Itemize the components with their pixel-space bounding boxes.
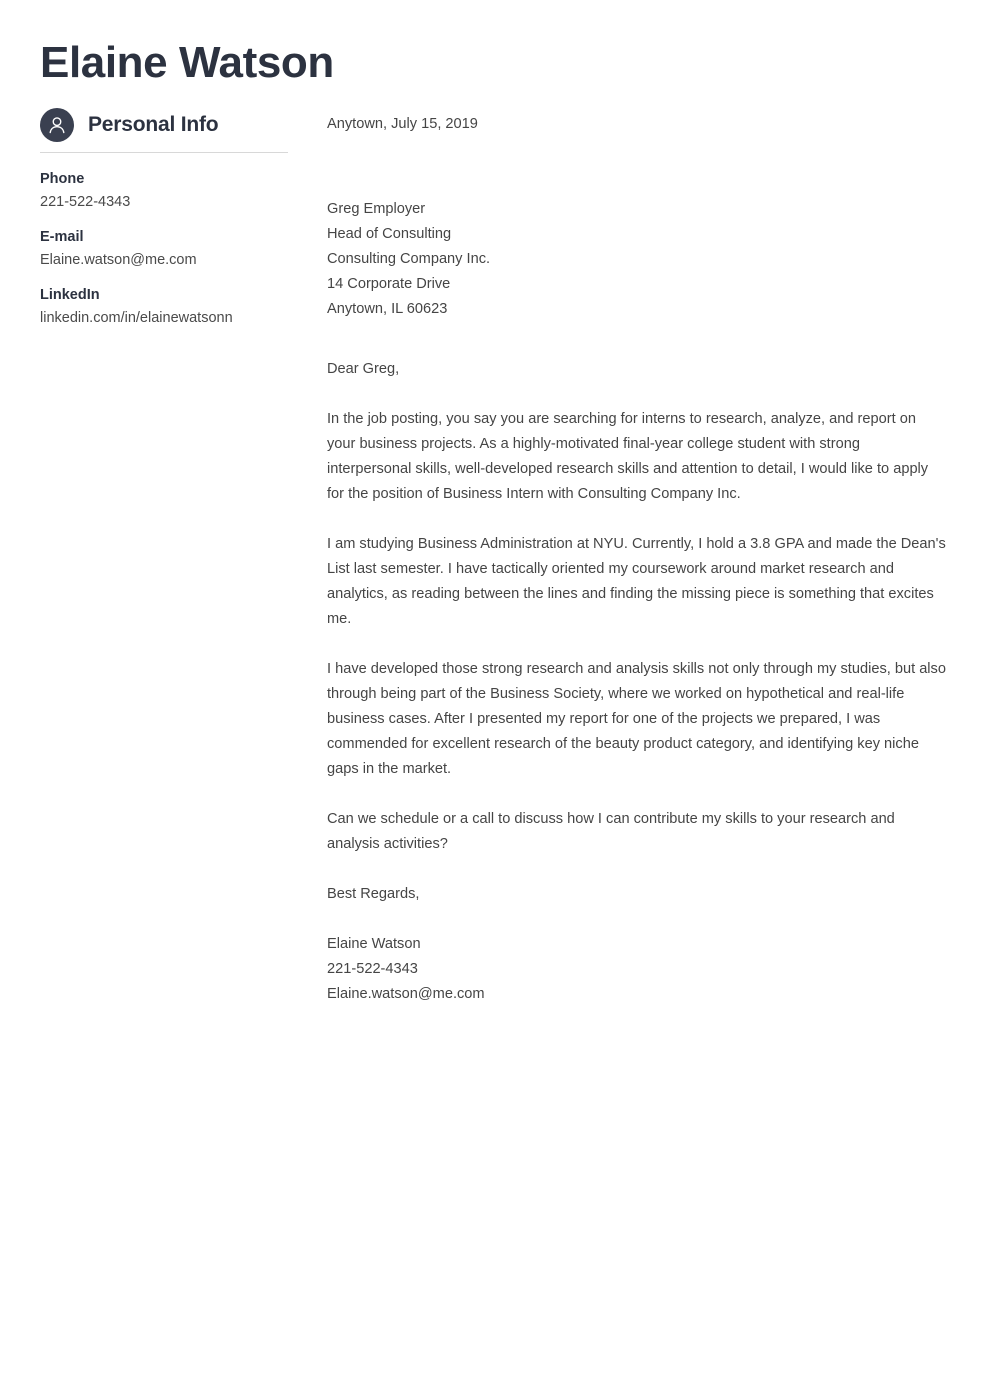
info-item-linkedin [40,285,288,328]
signature-line: Elaine.watson@me.com [327,986,485,1002]
info-label: LinkedIn [40,287,100,303]
info-item-email [40,227,288,270]
letter-paragraph: I have developed those strong research and analysis skills not only through my studies, but also through being part of the Business Society, where we worked on hypothetical and real-life business cases. After I presented my report for one of the projects we prepared, I was commended for excellent research of the beauty product category, and identifying key niche gaps in the market. [327,661,946,777]
signature-line: 221-522-4343 [327,961,418,977]
letter-paragraph: I am studying Business Administration at NYU. Currently, I hold a 3.8 GPA and made the Dean's List last semester. I have tactically oriented my coursework around market research and analytics, as reading between the lines and finding the missing piece is something that excites me. [327,536,946,627]
salutation: Dear Greg, [327,361,400,377]
recipient-line: Anytown, IL 60623 [327,301,448,317]
personal-info-header [40,108,288,152]
letter-date: Anytown, July 15, 2019 [327,116,478,132]
recipient-line: 14 Corporate Drive [327,276,451,292]
sidebar-divider [40,152,288,153]
letter-paragraph: In the job posting, you say you are searching for interns to research, analyze, and report on your business projects. As a highly-motivated final-year college student with strong interpersonal skills, well-developed research skills and attention to detail, I would like to apply for the position of Business Intern with Consulting Company Inc. [327,411,929,502]
recipient-line: Consulting Company Inc. [327,251,491,267]
letter-paragraph: Can we schedule or a call to discuss how I can contribute my skills to your research and analysis activities? [327,811,895,852]
info-label: E-mail [40,229,84,245]
signature-line: Elaine Watson [327,936,421,952]
recipient-line: Greg Employer [327,201,426,217]
info-label: Phone [40,171,85,187]
recipient-line: Head of Consulting [327,226,452,242]
info-value: Elaine.watson@me.com [40,252,197,268]
document-header [0,0,990,88]
document-body [0,102,990,1007]
info-value: linkedin.com/in/elainewatsonn [40,310,233,326]
letter-content [288,102,947,1007]
page-title: Elaine Watson [40,38,334,87]
info-value: 221-522-4343 [40,194,131,210]
closing-salutation: Best Regards, [327,886,420,902]
person-icon [40,108,74,142]
recipient-address-block [327,197,947,322]
signature-block [327,932,947,1007]
personal-info-title: Personal Info [88,113,219,136]
info-item-phone [40,169,288,212]
personal-info-sidebar [40,102,288,343]
